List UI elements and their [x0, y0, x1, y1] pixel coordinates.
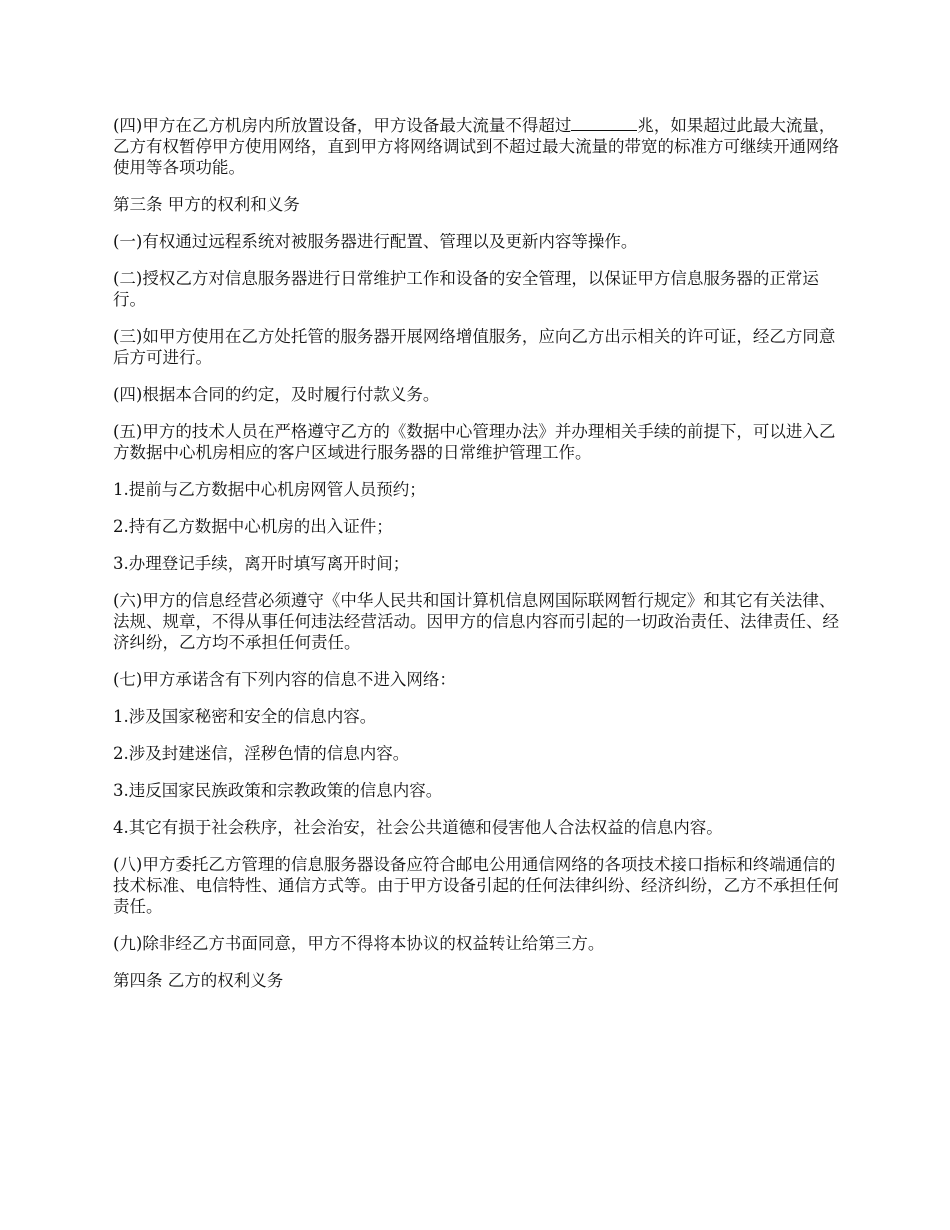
clause-paragraph [113, 115, 839, 178]
clause-text-before-blank: (四)甲方在乙方机房内所放置设备，甲方设备最大流量不得超过 [113, 116, 572, 135]
list-item: 4.其它有损于社会秩序，社会治安，社会公共道德和侵害他人合法权益的信息内容。 [113, 818, 723, 837]
clause-paragraph: (六)甲方的信息经营必须遵守《中华人民共和国计算机信息网国际联网暂行规定》和其它有关法律、法规、规章，不得从事任何违法经营活动。因甲方的信息内容而引起的一切政治责任、法律责任、经济纠纷，乙方均不承担任何责任。 [113, 591, 839, 652]
clause-paragraph: (四)根据本合同的约定，及时履行付款义务。 [113, 385, 440, 404]
fill-in-blank [571, 115, 637, 131]
list-item: 2.持有乙方数据中心机房的出入证件； [113, 517, 393, 536]
list-item: 1.涉及国家秘密和安全的信息内容。 [113, 707, 377, 726]
clause-paragraph: (七)甲方承诺含有下列内容的信息不进入网络： [113, 670, 456, 689]
list-item: 3.违反国家民族政策和宗教政策的信息内容。 [113, 781, 443, 800]
list-item: 3.办理登记手续，离开时填写离开时间； [113, 554, 410, 573]
clause-paragraph: (八)甲方委托乙方管理的信息服务器设备应符合邮电公用通信网络的各项技术接口指标和终端通信的技术标准、电信特性、通信方式等。由于甲方设备引起的任何法律纠纷、经济纠纷，乙方不承担任何责任。 [113, 855, 839, 916]
article-heading: 第四条 乙方的权利义务 [113, 971, 284, 990]
clause-paragraph: (三)如甲方使用在乙方处托管的服务器开展网络增值服务，应向乙方出示相关的许可证，经乙方同意后方可进行。 [113, 327, 836, 367]
clause-paragraph: (二)授权乙方对信息服务器进行日常维护工作和设备的安全管理，以保证甲方信息服务器的正常运行。 [113, 269, 819, 309]
clause-paragraph: (一)有权通过远程系统对被服务器进行配置、管理以及更新内容等操作。 [113, 232, 638, 251]
list-item: 2.涉及封建迷信，淫秽色情的信息内容。 [113, 744, 410, 763]
clause-paragraph: (九)除非经乙方书面同意，甲方不得将本协议的权益转让给第三方。 [113, 934, 605, 953]
clause-text-after-blank: 兆，如果超过此最大流量，乙方有权暂停甲方使用网络，直到甲方将网络调试到不超过最大流量的带宽的标准方可继续开通网络使用等各项功能。 [113, 116, 839, 177]
document-body [113, 115, 839, 1007]
list-item: 1.提前与乙方数据中心机房网管人员预约； [113, 480, 426, 499]
article-heading: 第三条 甲方的权利和义务 [113, 195, 300, 214]
clause-paragraph: (五)甲方的技术人员在严格遵守乙方的《数据中心管理办法》并办理相关手续的前提下，可以进入乙方数据中心机房相应的客户区域进行服务器的日常维护管理工作。 [113, 422, 836, 462]
